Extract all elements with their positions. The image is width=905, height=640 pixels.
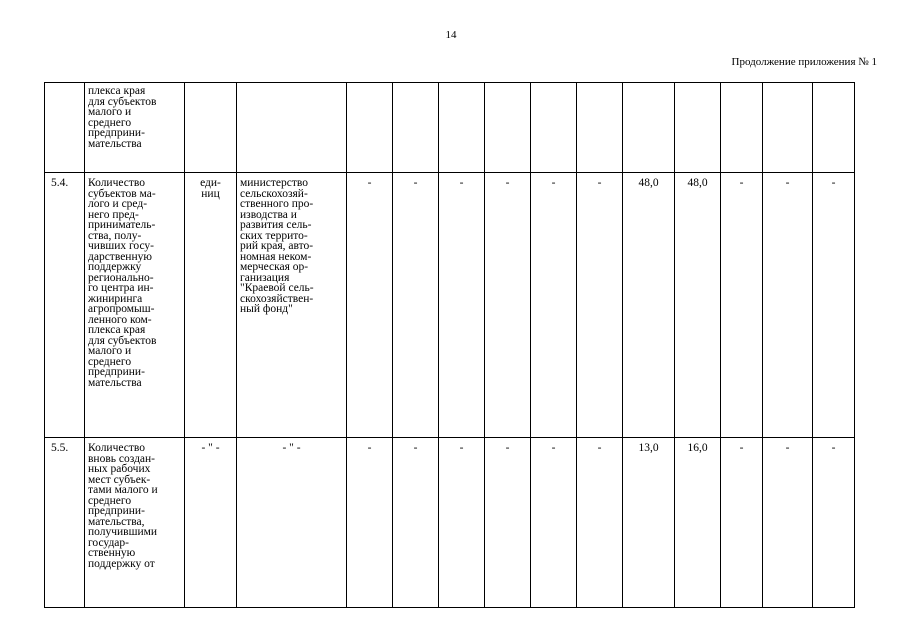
- value-cell: -: [439, 438, 485, 608]
- value-cell: [347, 83, 393, 173]
- value-cell: -: [721, 173, 763, 438]
- value-cell: 48,0: [623, 173, 675, 438]
- value-cell: 16,0: [675, 438, 721, 608]
- table-row: [45, 173, 855, 438]
- row-number: 5.5.: [45, 438, 85, 608]
- value-cell: [675, 83, 721, 173]
- value-cell: -: [577, 173, 623, 438]
- value-cell: -: [531, 173, 577, 438]
- value-cell: -: [347, 438, 393, 608]
- value-cell: [393, 83, 439, 173]
- value-cell: [623, 83, 675, 173]
- value-cell: [577, 83, 623, 173]
- indicator-name: плекса края для субъектов малого и среднего предприни- мательства: [85, 83, 185, 173]
- executor-cell: министерство сельскохозяй- ственного про- изводства и развития сель- ских террито- рий края, авто- номная неком- мерческая ор- ганизация "Краевой сель- скохозяйствен- ный фонд": [237, 173, 347, 438]
- value-cell: -: [485, 438, 531, 608]
- value-cell: [763, 83, 813, 173]
- unit-cell: еди- ниц: [185, 173, 237, 438]
- indicator-table: [44, 82, 855, 608]
- value-cell: -: [763, 438, 813, 608]
- table-row: [45, 438, 855, 608]
- value-cell: [721, 83, 763, 173]
- indicator-name: Количество вновь создан- ных рабочих мест субъек- тами малого и среднего предприни- мательства, получившими государ- ственную поддержку от: [85, 438, 185, 608]
- executor-cell: - " -: [237, 438, 347, 608]
- value-cell: [813, 83, 855, 173]
- value-cell: -: [763, 173, 813, 438]
- value-cell: -: [721, 438, 763, 608]
- executor-cell: [237, 83, 347, 173]
- value-cell: -: [813, 438, 855, 608]
- value-cell: -: [347, 173, 393, 438]
- value-cell: 48,0: [675, 173, 721, 438]
- page-number: 14: [445, 29, 457, 41]
- value-cell: 13,0: [623, 438, 675, 608]
- value-cell: [531, 83, 577, 173]
- table-row: [45, 83, 855, 173]
- value-cell: -: [439, 173, 485, 438]
- continuation-label: Продолжение приложения № 1: [731, 56, 877, 68]
- unit-cell: [185, 83, 237, 173]
- value-cell: -: [813, 173, 855, 438]
- value-cell: [485, 83, 531, 173]
- value-cell: [439, 83, 485, 173]
- indicator-name: Количество субъектов ма- лого и сред- него пред- приниматель- ства, полу- чивших госу- дарственную поддержку регионально- го центра ин- жиниринга агропромыш- ленного ком- плекса края для субъектов малого и среднего предприни- мательства: [85, 173, 185, 438]
- value-cell: -: [393, 173, 439, 438]
- value-cell: -: [577, 438, 623, 608]
- value-cell: -: [485, 173, 531, 438]
- unit-cell: - " -: [185, 438, 237, 608]
- row-number: [45, 83, 85, 173]
- value-cell: -: [531, 438, 577, 608]
- value-cell: -: [393, 438, 439, 608]
- row-number: 5.4.: [45, 173, 85, 438]
